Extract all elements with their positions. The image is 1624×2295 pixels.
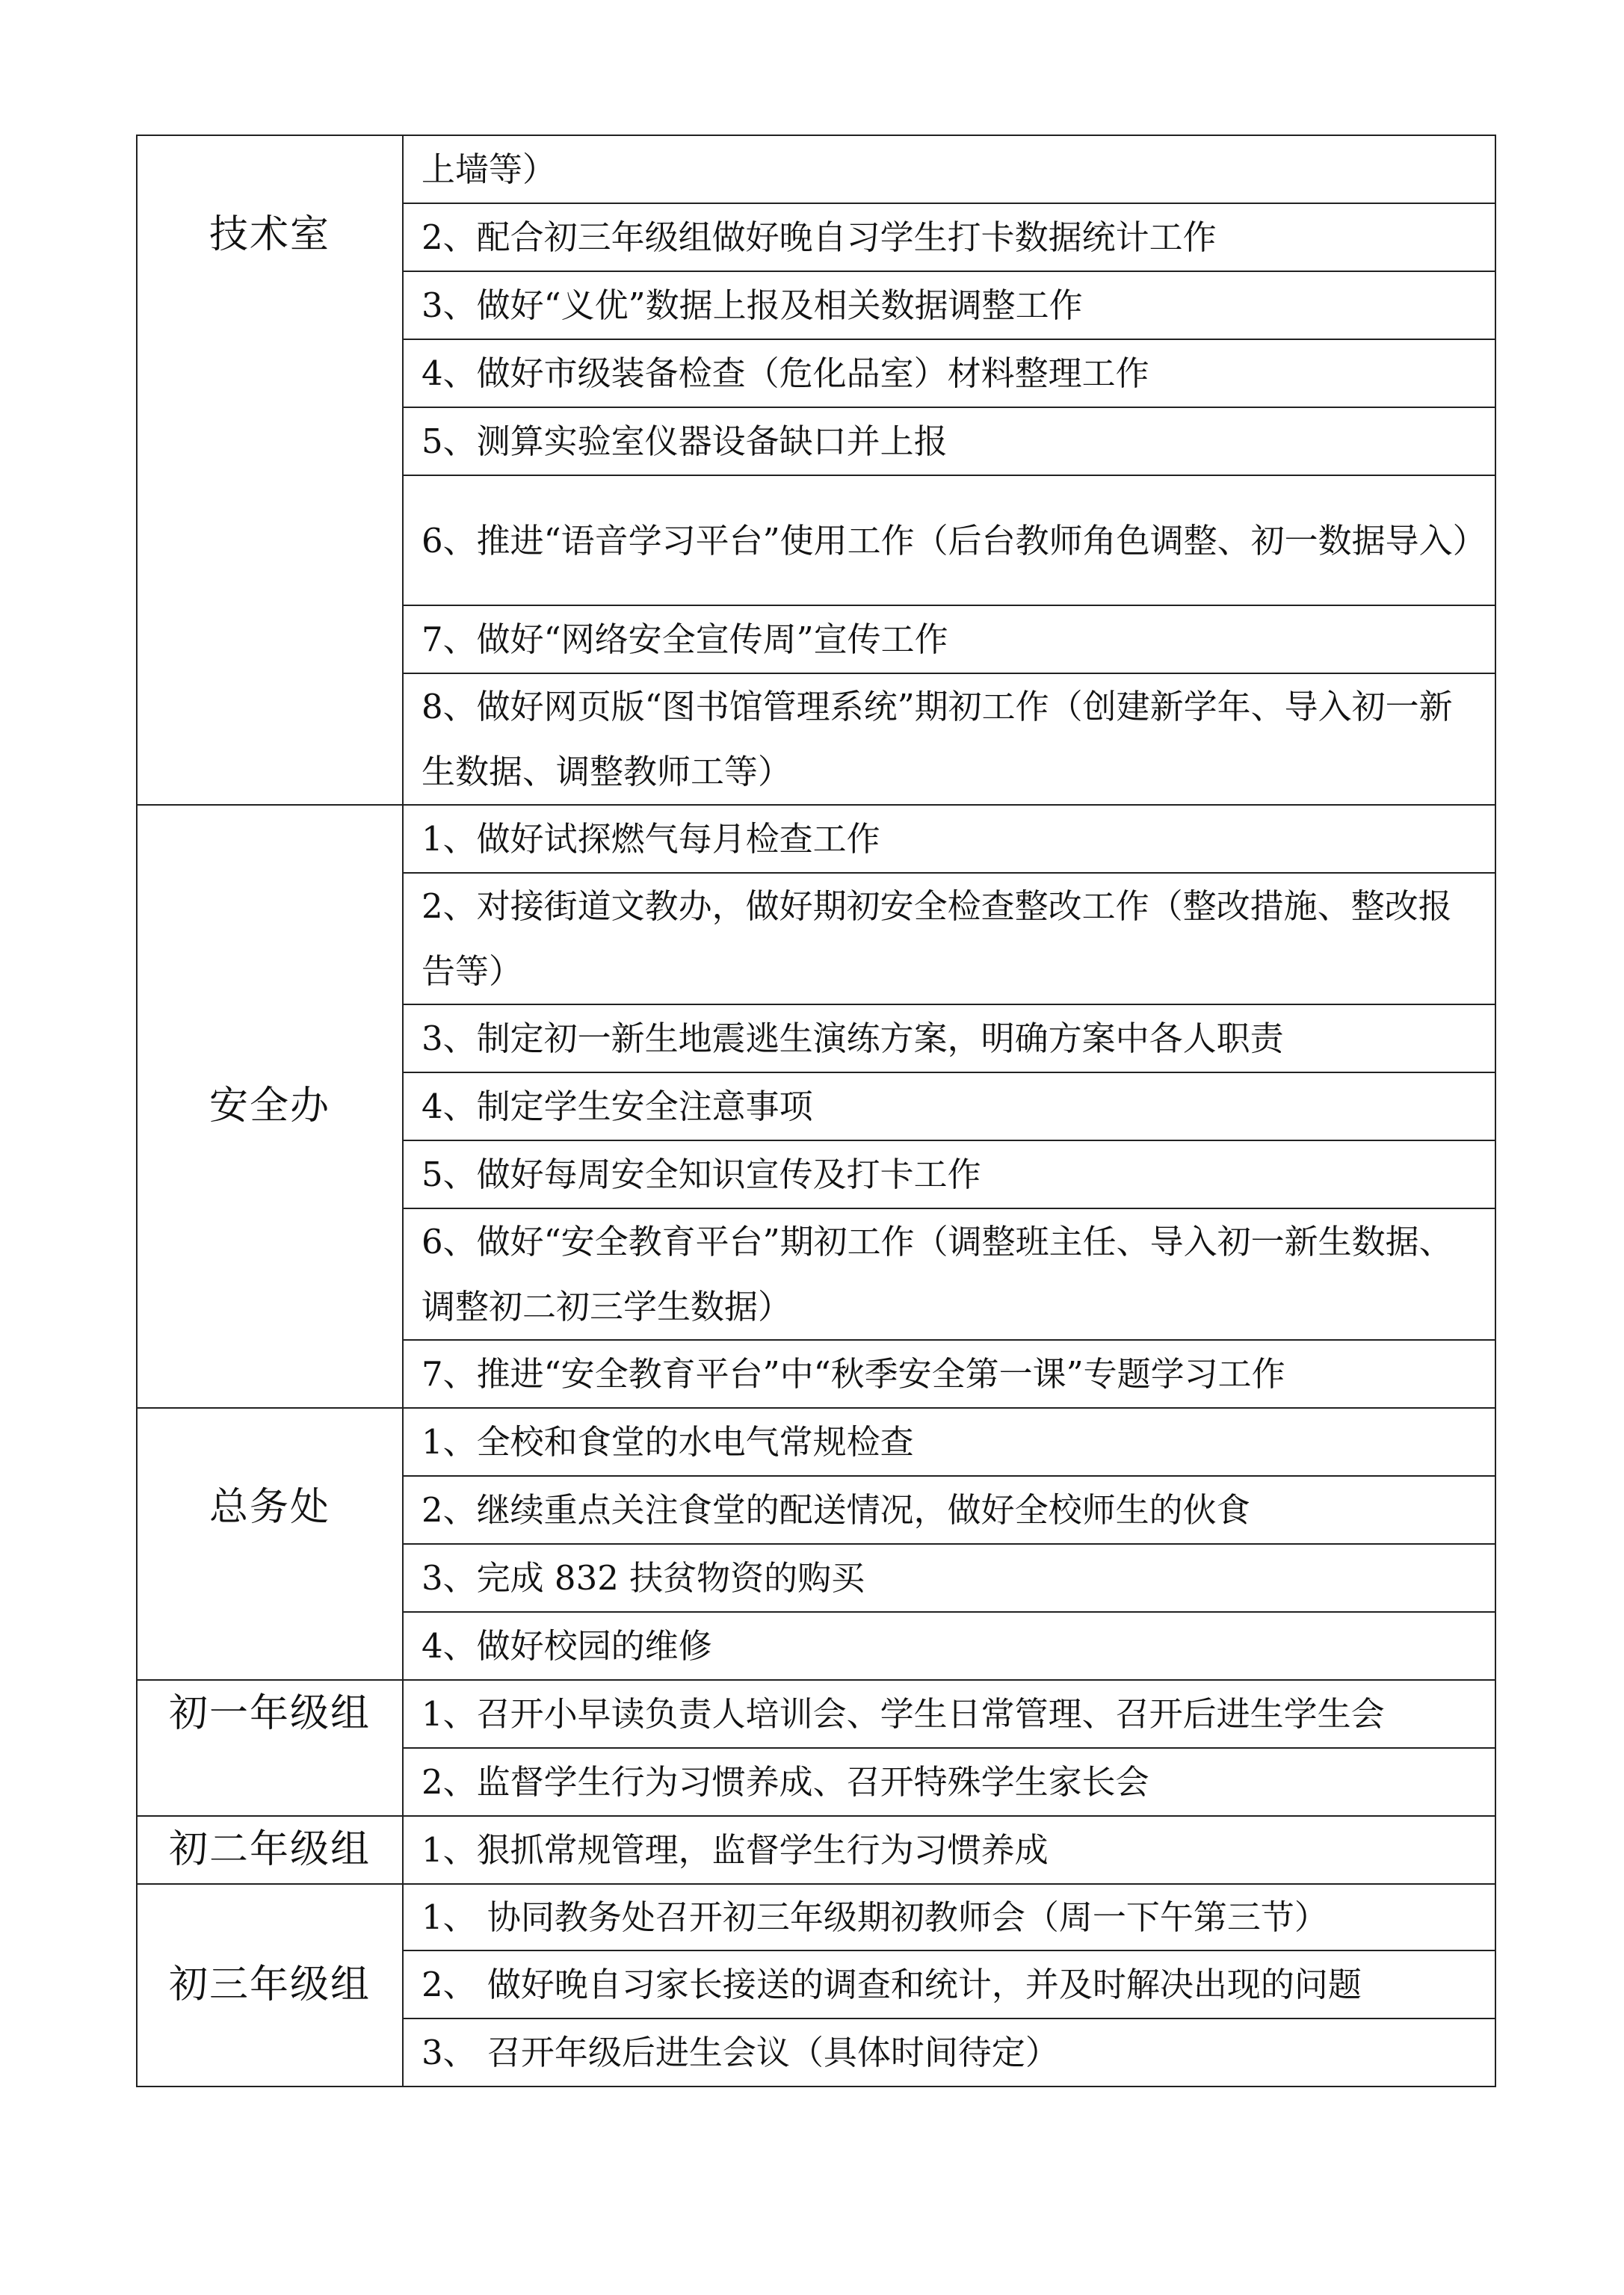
task-cell: 6、推进“语音学习平台”使用工作（后台教师角色调整、初一数据导入） [403,475,1495,605]
task-cell: 2、 做好晚自习家长接送的调查和统计，并及时解决出现的问题 [403,1950,1495,2018]
task-cell: 6、做好“安全教育平台”期初工作（调整班主任、导入初一新生数据、调整初二初三学生数据） [403,1208,1495,1340]
task-cell: 2、对接街道文教办，做好期初安全检查整改工作（整改措施、整改报告等） [403,873,1495,1004]
task-cell: 5、测算实验室仪器设备缺口并上报 [403,407,1495,475]
task-cell: 3、制定初一新生地震逃生演练方案，明确方案中各人职责 [403,1004,1495,1072]
department-label: 初三年级组 [168,1962,371,2007]
task-cell: 4、做好校园的维修 [403,1612,1495,1680]
task-cell: 2、监督学生行为习惯养成、召开特殊学生家长会 [403,1748,1495,1816]
task-cell: 4、做好市级装备检查（危化品室）材料整理工作 [403,339,1495,407]
table-row [137,805,1495,873]
task-cell: 5、做好每周安全知识宣传及打卡工作 [403,1140,1495,1208]
table-row [137,1680,1495,1748]
department-label: 初一年级组 [168,1691,371,1736]
task-cell: 8、做好网页版“图书馆管理系统”期初工作（创建新学年、导入初一新生数据、调整教师工等） [403,673,1495,805]
task-cell: 1、召开小早读负责人培训会、学生日常管理、召开后进生学生会 [403,1680,1495,1748]
task-cell: 上墙等） [403,135,1495,203]
department-label: 总务处 [209,1485,330,1530]
table-row [137,1884,1495,1950]
work-plan-table [136,135,1496,2087]
task-cell: 2、配合初三年级组做好晚自习学生打卡数据统计工作 [403,203,1495,271]
task-cell: 3、完成 832 扶贫物资的购买 [403,1544,1495,1612]
department-label: 技术室 [209,212,330,257]
task-cell: 3、 召开年级后进生会议（具体时间待定） [403,2018,1495,2086]
task-cell: 1、做好试探燃气每月检查工作 [403,805,1495,873]
task-cell: 4、制定学生安全注意事项 [403,1072,1495,1140]
task-cell: 1、 协同教务处召开初三年级期初教师会（周一下午第三节） [403,1884,1495,1950]
department-cell [137,1816,403,1884]
department-cell [137,135,403,805]
table-row [137,1816,1495,1884]
task-cell: 7、推进“安全教育平台”中“秋季安全第一课”专题学习工作 [403,1340,1495,1408]
department-cell [137,1408,403,1680]
task-cell: 7、做好“网络安全宣传周”宣传工作 [403,605,1495,673]
task-cell: 1、狠抓常规管理，监督学生行为习惯养成 [403,1816,1495,1884]
department-cell [137,1680,403,1816]
department-cell [137,1884,403,2086]
table-row [137,135,1495,203]
department-cell [137,805,403,1408]
department-label: 安全办 [209,1083,330,1128]
task-cell: 2、继续重点关注食堂的配送情况，做好全校师生的伙食 [403,1476,1495,1544]
task-cell: 1、全校和食堂的水电气常规检查 [403,1408,1495,1476]
department-label: 初二年级组 [168,1826,371,1872]
task-cell: 3、做好“义优”数据上报及相关数据调整工作 [403,271,1495,339]
table-row [137,1408,1495,1476]
